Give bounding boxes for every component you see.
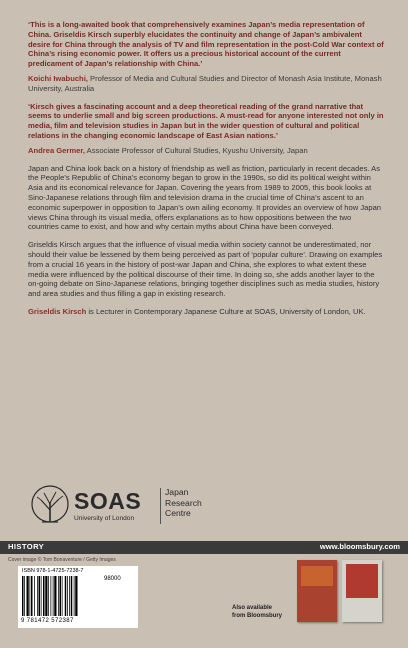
also-line-1: Also available [232,605,273,611]
endorser-affiliation-2: Associate Professor of Cultural Studies, Kyushu University, Japan [84,145,308,155]
barcode-bar [30,576,31,616]
author-bio-text: is Lecturer in Contemporary Japanese Culture at SOAS, University of London, UK. [86,306,366,316]
tree-logo-icon [28,484,72,528]
barcode-bar [37,576,38,616]
barcode-bar [54,576,56,616]
endorser-affiliation-1: Professor of Media and Cultural Studies and Director of Monash Asia Institute, Monash University, Australia [28,73,382,93]
endorser-name-1: Koichi Iwabuchi, [28,73,88,83]
logo-divider [160,488,161,524]
barcode-digits: 9 781472 572387 [21,618,74,624]
isbn-number: ISBN 978-1-4725-7238-7 [22,568,84,574]
barcode-bar [51,576,52,616]
barcode-bar [74,576,75,616]
barcode-icon [22,576,102,618]
barcode-bar [62,576,63,616]
barcode-bar [69,576,70,616]
endorsement-attribution-1 [28,74,384,94]
barcode-addon: 98000 [104,576,121,582]
research-centre-label [165,487,202,519]
endorsement-quote-1: ‘This is a long-awaited book that comprehensively examines Japan’s media representation of China. Griseldis Kirsch superbly elucidates the continuity and change of Japan’s ambivalent desire for China through the analysis of TV and film representation in the post-Cold War context of China’s rising economic power. It offers us a precious historical account of the current predicament of Japan’s relationship with China.’ [28,20,384,69]
barcode-bar [58,576,59,616]
related-book-2-thumbnail[interactable] [342,560,382,622]
also-available-label [232,605,282,620]
publisher-url[interactable]: www.bloomsbury.com [319,542,400,551]
barcode-bar [67,576,68,616]
soas-subtitle: University of London [74,515,135,522]
centre-line-3: Centre [165,508,191,519]
barcode-bar [71,576,73,616]
endorser-name-2: Andrea Germer, [28,145,85,155]
related-book-1-thumbnail[interactable] [297,560,337,622]
book-2-artwork [346,564,378,598]
barcode-bar [24,576,25,616]
category-bar [0,541,408,554]
endorsement-quote-2: ‘Kirsch gives a fascinating account and a deep theoretical reading of the grand narrative that seems to underlie small and big screen productions. A must-read for anyone interested not only in media, film and television studies in Japan but in the wider question of cultural and political relations in the changing economic landscape of East Asian nations.’ [28,101,384,140]
text-column [28,20,384,317]
barcode-bar [43,576,45,616]
barcode-bar [60,576,62,616]
barcode-bar [65,576,67,616]
barcode-bar [48,576,49,616]
cover-image-credit: Cover image © Tom Bonaventure / Getty Images [8,557,116,563]
author-bio [28,307,384,317]
book-1-artwork [301,566,333,586]
barcode-panel [18,566,138,628]
barcode-bar [34,576,35,616]
barcode-bar [27,576,29,616]
barcode-bar [31,576,33,616]
barcode-bar [45,576,47,616]
blurb-paragraph-2: Griseldis Kirsch argues that the influence of visual media within society cannot be underestimated, nor should their value be lessened by them being perceived as part of ‘popular culture’. Drawing on examples from a crucial 16 years in the history of post-war Japan and China, she explores to what extent these media were influenced by the political discourse of their time. In doing so, she adds another layer to the on-going debate on Sino-Japanese relations, bringing together disciplines such as media studies, history and area studies and thus filling a gap in existing research. [28,240,383,299]
author-name: Griseldis Kirsch [28,306,87,316]
barcode-bar [41,576,42,616]
blurb-paragraph-1: Japan and China look back on a history of friendship as well as friction, particularly in recent decades. As the People’s Republic of China’s economy began to grow in the 1990s, so did its political weight within Asia and its economical relevance for Japan. Covering the years from 1989 to 2005, this book looks at Sino-Japanese relations through film and television drama in the crucial time of China’s ascent to an economic superpower in opposition to Japan’s own ailing economy. It provides an overview of how Japan views China through its visual media, offers explanations as to how oppositions between the two countries came to exist, and how and why certain myths about China have been conveyed. [28,163,382,232]
centre-line-1: Japan [165,487,189,497]
also-line-2: from Bloomsbury [232,612,283,619]
barcode-bar [75,576,77,616]
barcode-bar [22,576,24,616]
endorsement-attribution-2 [28,146,384,156]
soas-wordmark: SOAS [74,488,142,514]
centre-line-2: Research [165,497,202,508]
barcode-bar [39,576,41,616]
category-label: HISTORY [8,542,45,551]
barcode-bar [53,576,54,616]
publisher-logo [28,484,228,534]
